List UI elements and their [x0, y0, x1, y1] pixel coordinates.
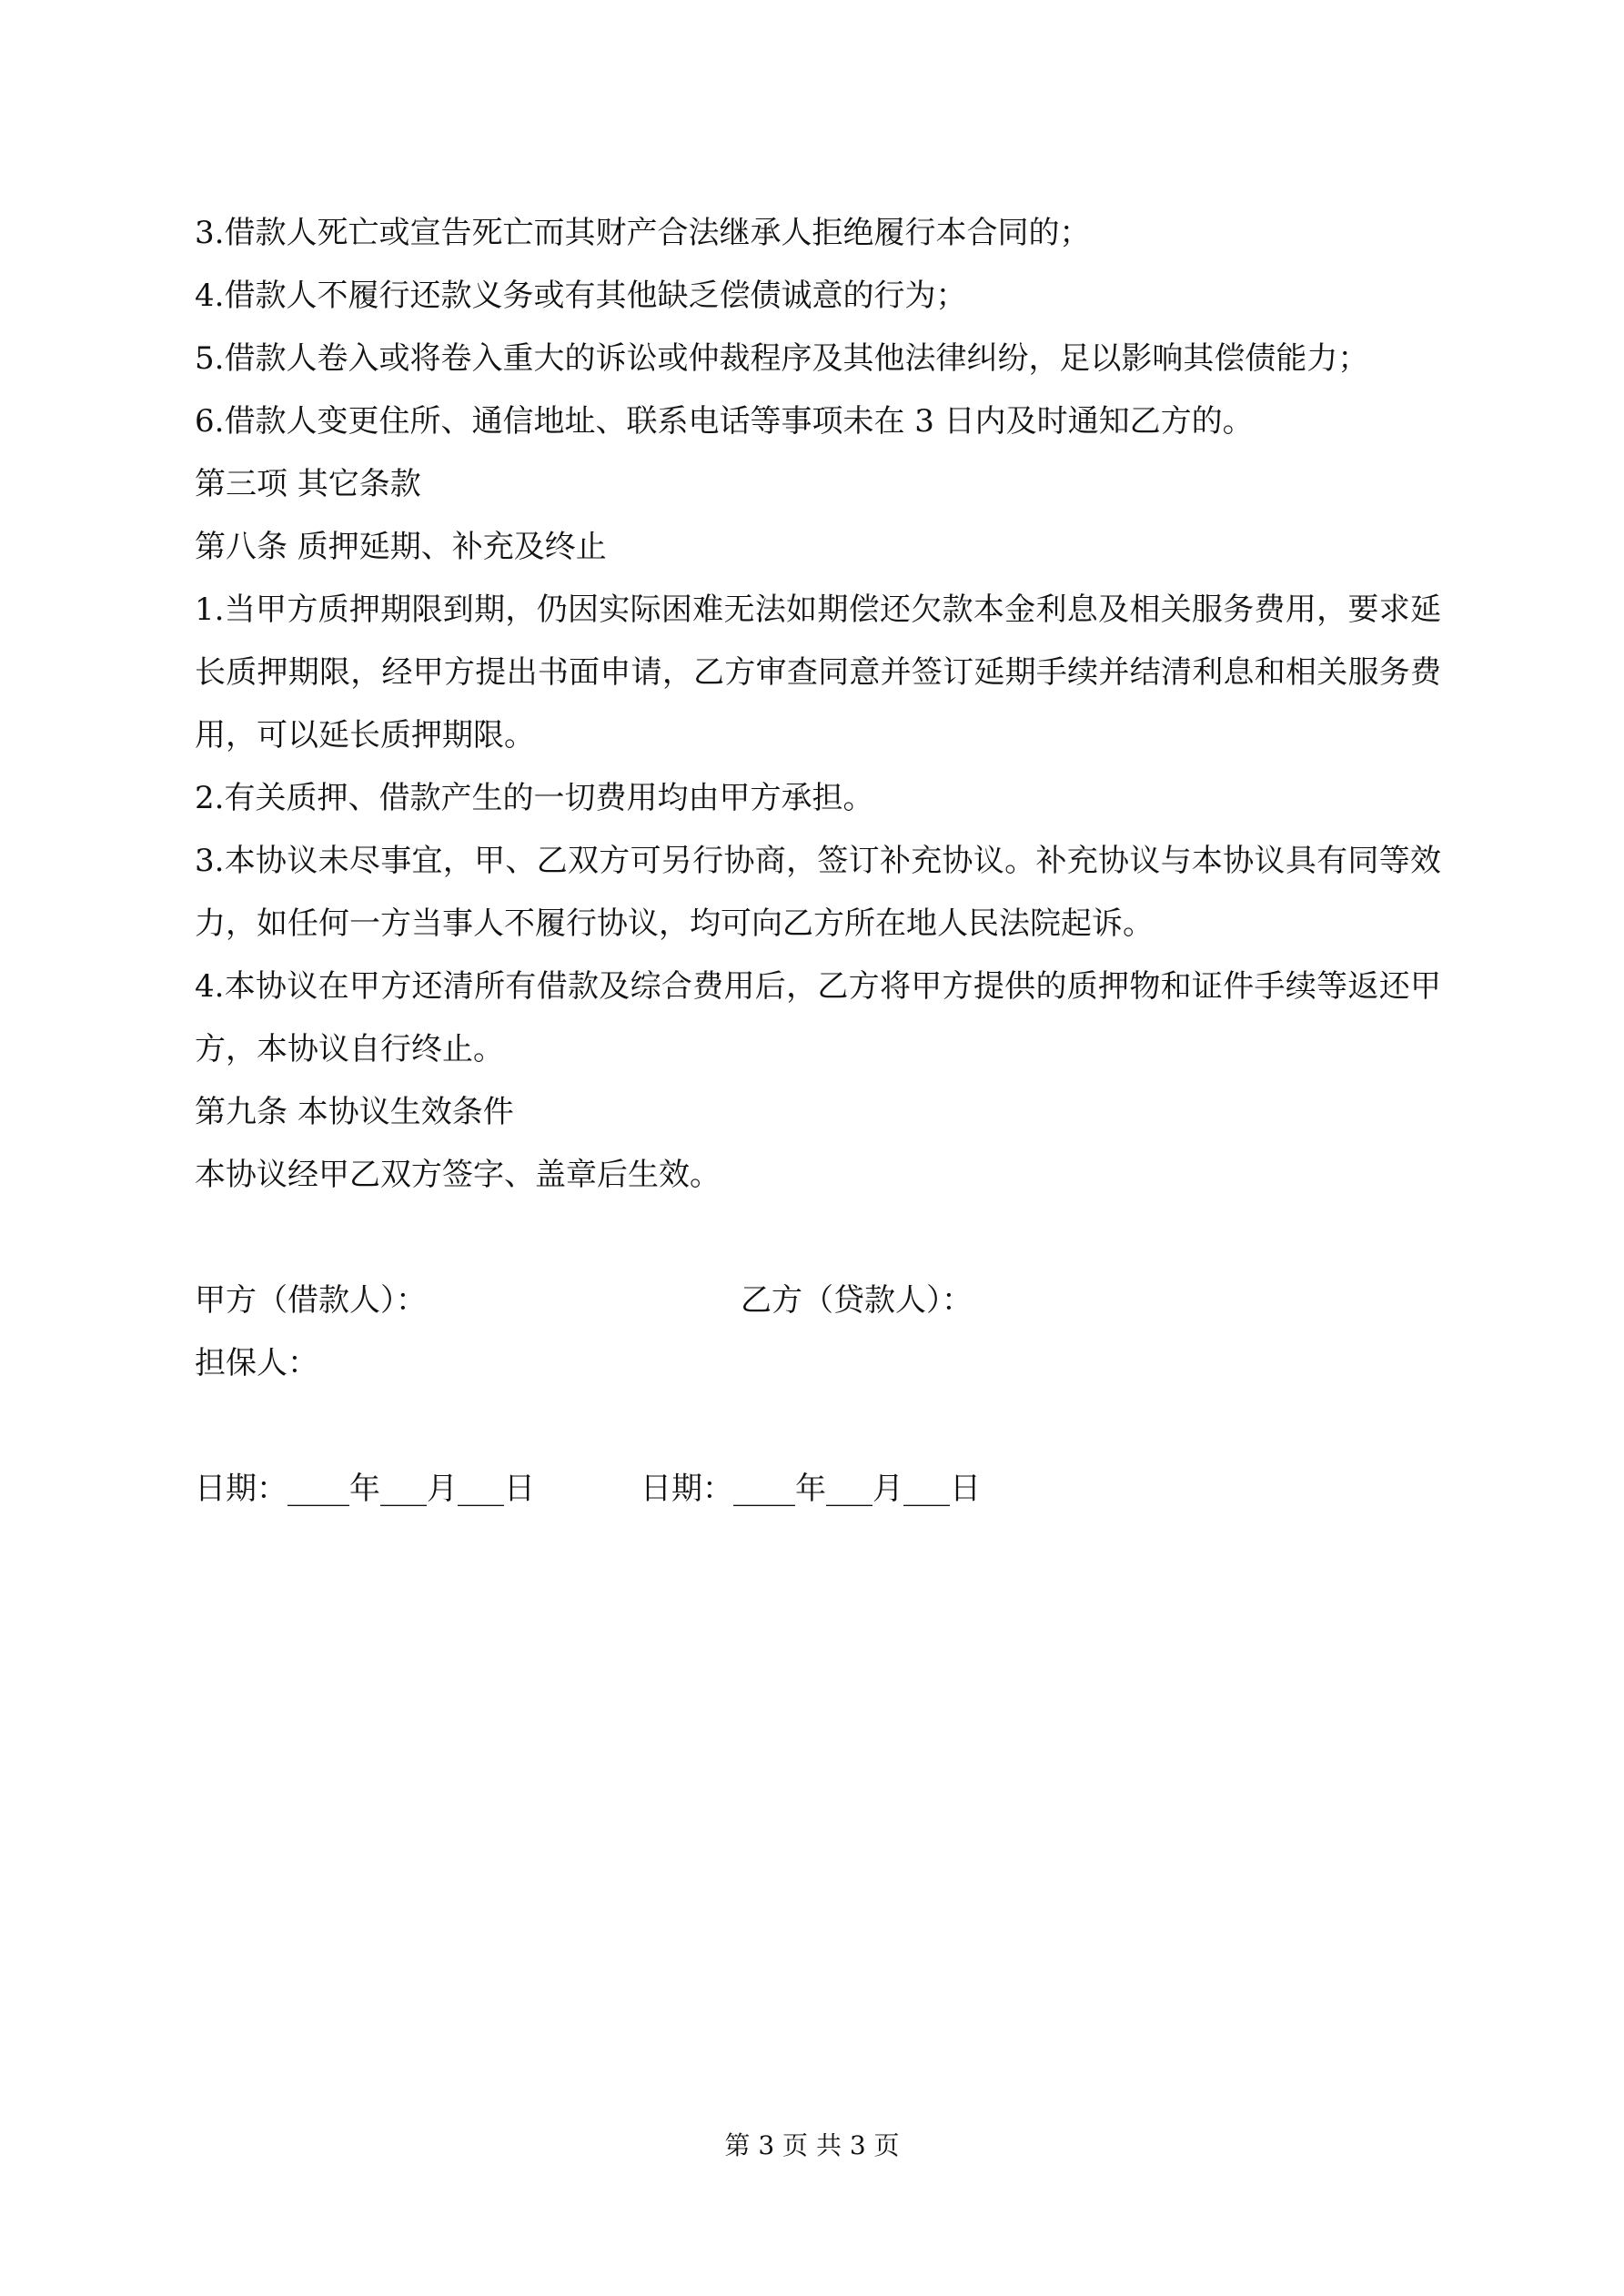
spacer — [195, 1207, 1441, 1269]
article-heading: 第九条 本协议生效条件 — [195, 1094, 514, 1130]
document-body — [195, 202, 1441, 1521]
page-footer: 第 3 页 共 3 页 — [724, 2130, 900, 2160]
date-a-field: 日期：____年___月___日 — [195, 1471, 535, 1507]
clause-line: 4.借款人不履行还款义务或有其他缺乏偿债诚意的行为； — [195, 278, 967, 314]
party-b-label: 乙方（贷款人）： — [741, 1282, 973, 1319]
clause-paragraph: 1.当甲方质押期限到期，仍因实际困难无法如期偿还欠款本金利息及相关服务费用，要求延长质押期限，经甲方提出书面申请，乙方审查同意并签订延期手续并结清利息和相关服务费用，可以延长质押期限。 — [195, 592, 1441, 754]
clause-paragraph: 4.本协议在甲方还清所有借款及综合费用后，乙方将甲方提供的质押物和证件手续等返还甲方，本协议自行终止。 — [195, 968, 1441, 1067]
clause-paragraph: 3.本协议未尽事宜，甲、乙双方可另行协商，签订补充协议。补充协议与本协议具有同等效力，如任何一方当事人不履行协议，均可向乙方所在地人民法院起诉。 — [195, 843, 1441, 942]
date-row — [195, 1458, 1441, 1521]
date-b-field: 日期：____年___月___日 — [641, 1471, 981, 1507]
section-heading: 第三项 其它条款 — [195, 466, 421, 502]
signature-row — [195, 1269, 1441, 1332]
spacer — [195, 1395, 1441, 1458]
article-heading: 第八条 质押延期、补充及终止 — [195, 529, 607, 565]
guarantor-label: 担保人： — [195, 1345, 318, 1381]
clause-line: 2.有关质押、借款产生的一切费用均由甲方承担。 — [195, 780, 874, 816]
clause-line: 6.借款人变更住所、通信地址、联系电话等事项未在 3 日内及时通知乙方的。 — [195, 403, 1254, 440]
clause-line: 本协议经甲乙双方签字、盖章后生效。 — [195, 1157, 721, 1193]
clause-line: 3.借款人死亡或宣告死亡而其财产合法继承人拒绝履行本合同的； — [195, 215, 1091, 251]
party-a-label: 甲方（借款人）： — [195, 1282, 427, 1319]
clause-line: 5.借款人卷入或将卷入重大的诉讼或仲裁程序及其他法律纠纷，足以影响其偿债能力； — [195, 340, 1369, 377]
